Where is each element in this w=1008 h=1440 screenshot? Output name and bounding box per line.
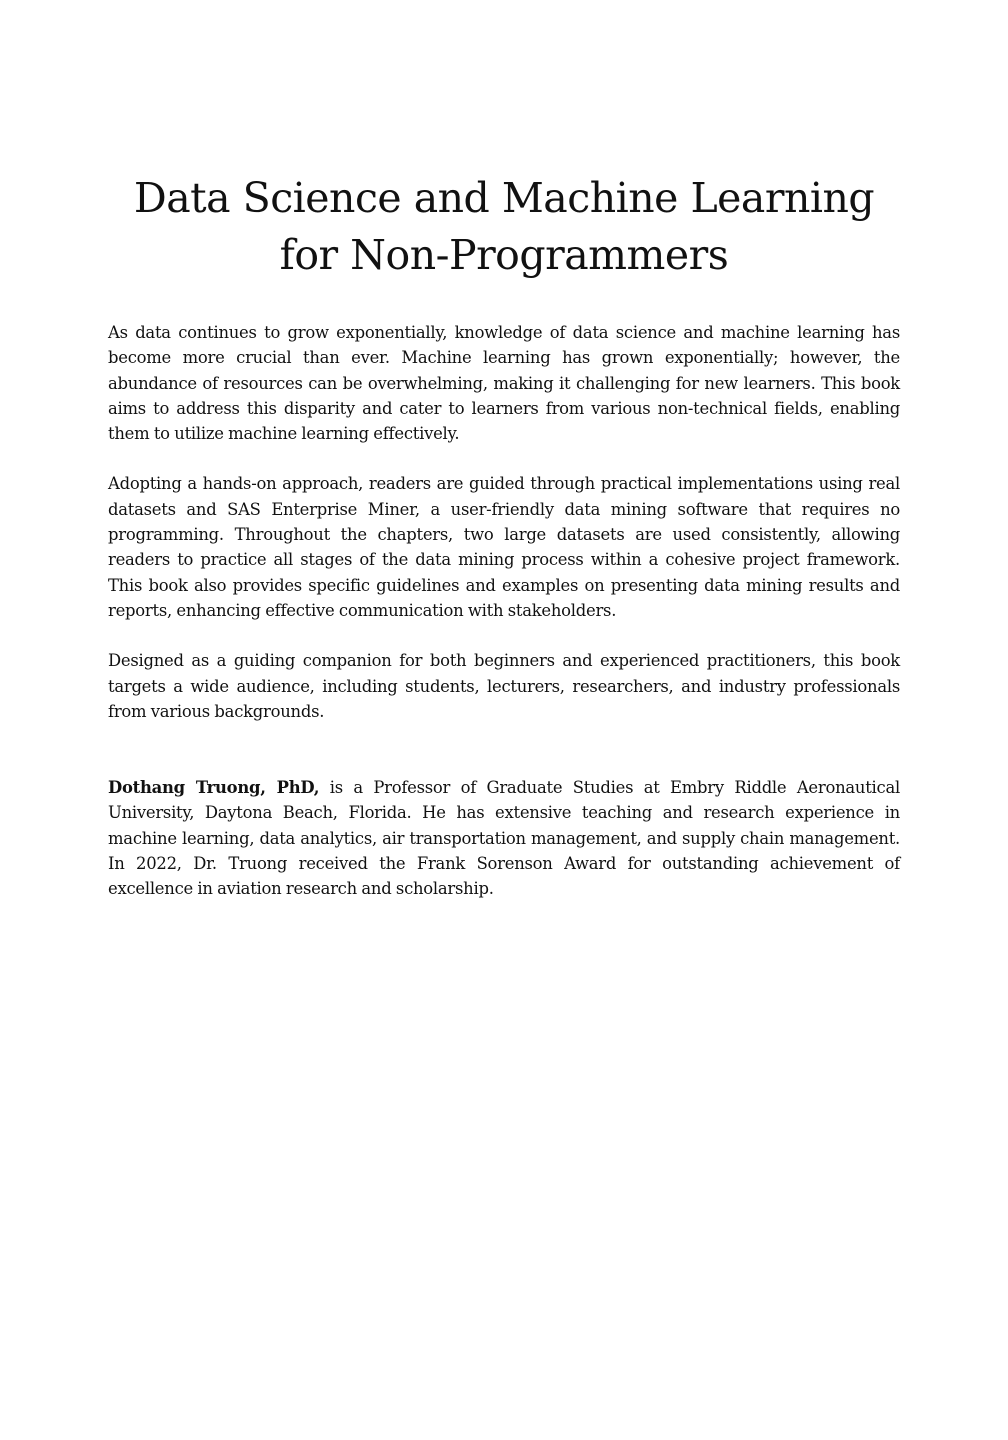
description-paragraph-3: Designed as a guiding companion for both beginners and experienced practitioners, this book targets a wide audience, including students, lecturers, researchers, and industry professionals from various backgrounds.: [108, 651, 900, 721]
author-bio-text: is a Professor of Graduate Studies at Embry Riddle Aeronautical University, Daytona Beach, Florida. He has extensive teaching and research experience in machine learning, data analytics, air transportation management, and supply chain management. In 2022, Dr. Truong received the Frank Sorenson Award for outstanding achievement of excellence in aviation research and scholarship.: [108, 778, 900, 899]
book-title-line-2: for Non-Programmers: [279, 231, 729, 279]
description-paragraph-1: As data continues to grow exponentially, knowledge of data science and machine learning has become more crucial than ever. Machine learning has grown exponentially; however, the abundance of resources can be overwhelming, making it challenging for new learners. This book aims to address this disparity and cater to learners from various non-technical fields, enabling them to utilize machine learning effectively.: [108, 323, 900, 444]
book-title: [108, 170, 900, 284]
author-name: Dothang Truong, PhD,: [108, 778, 320, 798]
author-bio: [108, 775, 900, 901]
book-title-line-1: Data Science and Machine Learning: [133, 174, 875, 222]
back-cover-page: [108, 170, 900, 927]
description-paragraph-2: Adopting a hands-on approach, readers are guided through practical implementations using real datasets and SAS Enterprise Miner, a user-friendly data mining software that requires no programming. Throughout the chapters, two large datasets are used consistently, allowing readers to practice all stages of the data mining process within a cohesive project framework. This book also provides specific guidelines and examples on presenting data mining results and reports, enhancing effective communication with stakeholders.: [108, 474, 900, 620]
